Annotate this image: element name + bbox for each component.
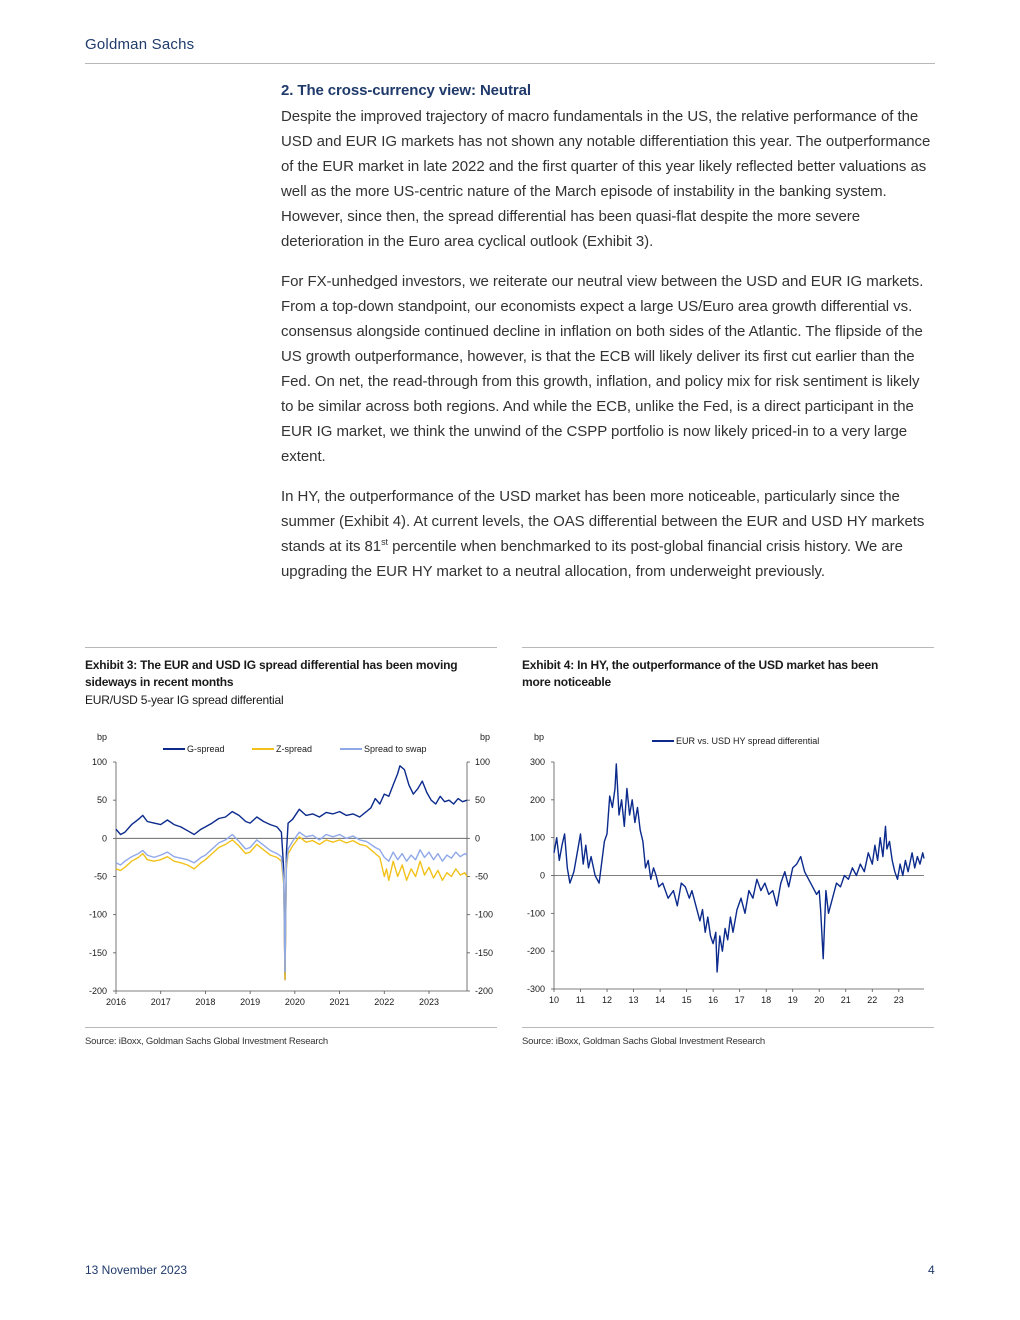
exhibit3-subtitle: EUR/USD 5-year IG spread differential bbox=[85, 693, 284, 707]
x-tick-label: 10 bbox=[548, 995, 560, 1005]
x-tick-label: 16 bbox=[708, 995, 719, 1005]
article-body bbox=[281, 82, 936, 599]
y-tick-label-right: -50 bbox=[475, 871, 489, 882]
paragraph-3-ordinal: st bbox=[381, 537, 388, 547]
y-tick-label: 100 bbox=[529, 832, 545, 843]
paragraph-3-text-b: percentile when benchmarked to its post-global financial crisis history. We are upgrading the EUR HY market to a neutral allocation, from underweight previously. bbox=[281, 538, 903, 580]
exhibit3-source: Source: iBoxx, Goldman Sachs Global Investment Research bbox=[85, 1036, 328, 1047]
paragraph-3 bbox=[281, 484, 936, 584]
x-tick-label: 11 bbox=[575, 995, 586, 1005]
exhibit3-chart bbox=[85, 725, 497, 1015]
legend-label: Z-spread bbox=[276, 744, 313, 754]
header-rule bbox=[85, 63, 935, 64]
section-title: 2. The cross-currency view: Neutral bbox=[281, 82, 531, 99]
exhibit3-title bbox=[85, 657, 505, 691]
header-brand: Goldman Sachs bbox=[85, 36, 195, 53]
y-tick-label-left: 50 bbox=[96, 795, 107, 806]
x-tick-label: 2018 bbox=[195, 997, 216, 1007]
paragraph-1: Despite the improved trajectory of macro fundamentals in the US, the relative performance of the USD and EUR IG markets has not shown any notable differentiation this year. The outperformance of the EUR market in late 2022 and the first quarter of this year likely reflected better valuations as well as the more US-centric nature of the March episode of instability in the banking system. However, since then, the spread differential has been quasi-flat despite the more severe deterioration in the Euro area cyclical outlook (Exhibit 3). bbox=[281, 108, 931, 250]
y-axis-unit-left: bp bbox=[97, 732, 108, 742]
y-tick-label-right: 50 bbox=[475, 795, 486, 806]
y-tick-label-right: -200 bbox=[475, 986, 494, 996]
x-tick-label: 2020 bbox=[284, 997, 305, 1007]
y-tick-label: -200 bbox=[526, 946, 545, 957]
y-tick-label-left: -200 bbox=[88, 986, 107, 996]
x-tick-label: 13 bbox=[628, 995, 639, 1005]
legend-label: Spread to swap bbox=[364, 744, 427, 754]
series-line-1 bbox=[554, 764, 924, 972]
x-tick-label: 2022 bbox=[374, 997, 395, 1007]
x-tick-label: 22 bbox=[867, 995, 878, 1005]
exhibit3-title-line2: sideways in recent months bbox=[85, 675, 234, 689]
x-tick-label: 15 bbox=[681, 995, 692, 1005]
x-tick-label: 17 bbox=[734, 995, 745, 1005]
y-tick-label-left: -100 bbox=[88, 909, 107, 920]
x-tick-label: 14 bbox=[655, 995, 666, 1005]
exhibit4-bottom-rule bbox=[522, 1027, 934, 1028]
y-tick-label-right: 0 bbox=[475, 833, 481, 844]
x-tick-label: 2021 bbox=[329, 997, 350, 1007]
y-tick-label-left: 0 bbox=[101, 833, 107, 844]
paragraph-3-text-a: In HY, the outperformance of the USD market has been more noticeable, particularly since the summer (Exhibit 4). At current levels, the OAS differential between the EUR and USD HY markets stands at its 81 bbox=[281, 488, 925, 555]
exhibit4-source: Source: iBoxx, Goldman Sachs Global Investment Research bbox=[522, 1036, 765, 1047]
exhibit3-title-line1: Exhibit 3: The EUR and USD IG spread differential has been moving bbox=[85, 658, 458, 672]
y-tick-label: -300 bbox=[526, 984, 545, 994]
y-tick-label: 0 bbox=[539, 870, 545, 881]
exhibit4-title-line1: Exhibit 4: In HY, the outperformance of the USD market has been bbox=[522, 658, 879, 672]
exhibit4-title-line2: more noticeable bbox=[522, 675, 612, 689]
y-tick-label-right: -150 bbox=[475, 947, 494, 958]
x-tick-label: 19 bbox=[787, 995, 798, 1005]
x-tick-label: 12 bbox=[602, 995, 613, 1005]
paragraph-2: For FX-unhedged investors, we reiterate our neutral view between the USD and EUR IG markets. From a top-down standpoint, our economists expect a large US/Euro area growth differential vs. consensus alongside continued decline in inflation on both sides of the Atlantic. The flipside of the US growth outperformance, however, is that the ECB will likely deliver its first cut earlier than the Fed. On net, the read-through from this growth, inflation, and policy mix for risk sentiment is likely to be similar across both regions. And while the ECB, unlike the Fed, is a direct participant in the EUR IG market, we think the unwind of the CSPP portfolio is now likely priced-in to a very large extent. bbox=[281, 273, 924, 465]
y-tick-label: 300 bbox=[529, 757, 545, 767]
y-tick-label-right: -100 bbox=[475, 909, 494, 920]
x-tick-label: 2017 bbox=[150, 997, 171, 1007]
y-tick-label: 200 bbox=[529, 794, 545, 805]
footer-date: 13 November 2023 bbox=[85, 1263, 188, 1277]
x-tick-label: 2023 bbox=[418, 997, 440, 1007]
series-line-1 bbox=[116, 766, 467, 980]
exhibit4-title bbox=[522, 657, 934, 691]
exhibit3-top-rule bbox=[85, 647, 497, 648]
x-tick-label: 2016 bbox=[105, 997, 127, 1007]
x-tick-label: 21 bbox=[840, 995, 851, 1005]
y-tick-label-left: -150 bbox=[88, 947, 107, 958]
y-tick-label-left: -50 bbox=[93, 871, 107, 882]
x-tick-label: 23 bbox=[893, 995, 904, 1005]
legend-label: EUR vs. USD HY spread differential bbox=[676, 736, 820, 746]
y-axis-unit-right: bp bbox=[480, 732, 491, 742]
y-axis-unit: bp bbox=[534, 732, 545, 742]
x-tick-label: 20 bbox=[814, 995, 825, 1005]
page-number: 4 bbox=[928, 1263, 935, 1277]
x-tick-label: 18 bbox=[761, 995, 772, 1005]
exhibit4-top-rule bbox=[522, 647, 934, 648]
exhibit3-bottom-rule bbox=[85, 1027, 497, 1028]
y-tick-label-left: 100 bbox=[91, 757, 107, 767]
x-tick-label: 2019 bbox=[240, 997, 261, 1007]
legend-label: G-spread bbox=[187, 744, 225, 754]
exhibit4-chart bbox=[522, 725, 934, 1015]
y-tick-label: -100 bbox=[526, 908, 545, 919]
series-line-3 bbox=[116, 832, 467, 972]
y-tick-label-right: 100 bbox=[475, 757, 491, 767]
